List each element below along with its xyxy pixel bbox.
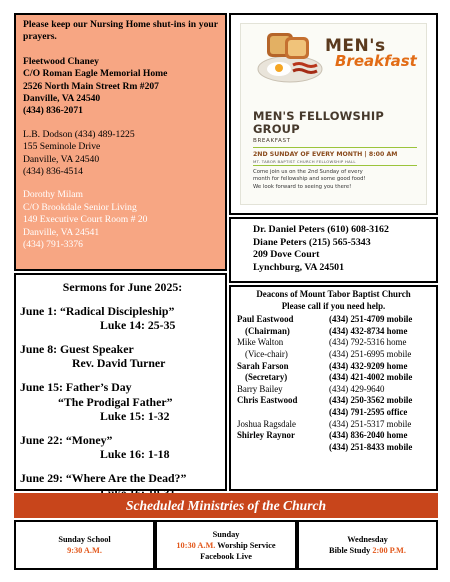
- deacon-name: Shirley Raynor: [237, 430, 295, 441]
- deacon-phone: (434) 251-6995 mobile: [329, 348, 412, 359]
- sermon-date-title: June 8: Guest Speaker: [20, 341, 134, 356]
- deacons-title: Deacons of Mount Tabor Baptist Church: [256, 289, 411, 299]
- deacon-name: Paul Eastwood: [237, 314, 294, 325]
- prayer-line: Fleetwood Chaney: [23, 55, 99, 67]
- deacon-phone: (434) 251-4709 mobile: [329, 314, 413, 325]
- pastor-line: Diane Peters (215) 565-5343: [253, 236, 371, 248]
- pastor-contact-box: [229, 217, 438, 283]
- flyer-card: [240, 23, 427, 205]
- flyer-logo-line2: Breakfast: [335, 52, 417, 70]
- deacon-role: (Secretary): [245, 372, 288, 383]
- sermon-item: [20, 304, 225, 333]
- breakfast-plate-icon: [255, 29, 325, 89]
- deacons-subtitle: Please call if you need help.: [281, 300, 386, 311]
- deacon-name: Mike Walton: [237, 337, 284, 348]
- ministries-banner: Scheduled Ministries of the Church: [14, 493, 438, 518]
- deacon-phone: (434) 836-2040 home: [329, 430, 408, 441]
- deacon-phone: (434) 791-2595 office: [329, 406, 408, 417]
- prayer-line: C/O Brookdale Senior Living: [23, 201, 137, 213]
- deacon-row: [237, 326, 430, 338]
- worship-service-box: [155, 520, 297, 570]
- prayer-line: Danville, VA 24540: [23, 153, 100, 165]
- flyer-invite: [253, 169, 423, 191]
- mens-breakfast-flyer: [229, 13, 438, 215]
- bible-study-label: Bible Study: [329, 546, 373, 555]
- worship-facebook: Facebook Live: [200, 551, 252, 561]
- flyer-title-line2: GROUP: [253, 122, 300, 136]
- deacon-name: Barry Bailey: [237, 383, 283, 394]
- flyer-invite-line: month for fellowship and some good food!: [253, 176, 366, 183]
- deacon-phone: (434) 432-9209 home: [329, 360, 408, 371]
- flyer-schedule: 2ND SUNDAY OF EVERY MONTH | 8:00 AM: [253, 151, 398, 158]
- sunday-school-label: Sunday School: [58, 535, 111, 544]
- bible-study-line: [299, 545, 436, 556]
- flyer-divider: [253, 147, 417, 148]
- deacon-phone: (434) 251-8433 mobile: [329, 441, 413, 452]
- flyer-divider: [253, 165, 417, 166]
- deacon-phone: (434) 429-9640: [329, 383, 385, 394]
- deacon-row: [237, 314, 430, 326]
- worship-day: Sunday: [212, 529, 240, 539]
- prayer-line: 155 Seminole Drive: [23, 141, 101, 153]
- prayer-line: Dorothy Milam: [23, 189, 83, 201]
- prayer-line: Danville, VA 24540: [23, 93, 101, 105]
- deacon-name: [237, 407, 329, 419]
- deacon-row: [237, 349, 430, 361]
- flyer-title-line1: MEN'S FELLOWSHIP: [253, 109, 384, 123]
- prayer-list-box: [14, 13, 227, 271]
- prayer-line: 2526 North Main Street Rm #207: [23, 80, 159, 92]
- prayer-line: Danville, VA 24541: [23, 226, 100, 238]
- worship-time-line: [157, 540, 295, 551]
- sermon-item: [20, 342, 225, 371]
- sermon-date-title: June 15: Father’s Day: [20, 379, 132, 394]
- flyer-logo-line1: MEN's: [325, 36, 386, 56]
- pastor-line: Lynchburg, VA 24501: [253, 261, 345, 273]
- sermon-item: [20, 380, 225, 424]
- prayer-line: L.B. Dodson (434) 489-1225: [23, 128, 135, 140]
- sermon-date-title: June 22: “Money”: [20, 432, 113, 447]
- deacon-name: Joshua Ragsdale: [237, 418, 296, 429]
- deacon-row: [237, 361, 430, 373]
- deacon-phone: (434) 250-3562 mobile: [329, 395, 413, 406]
- sermon-scripture: Luke 16: 1-18: [100, 447, 170, 462]
- prayer-line: C/O Roman Eagle Memorial Home: [23, 68, 168, 80]
- sermon-scripture: Luke 15: 1-32: [100, 409, 170, 424]
- sermon-date-title: June 1: “Radical Discipleship”: [20, 303, 175, 318]
- deacon-phone: (434) 421-4002 mobile: [329, 372, 413, 383]
- prayer-entry: [23, 129, 218, 179]
- pastor-line: 209 Dove Court: [253, 249, 320, 261]
- sermon-title: “The Prodigal Father”: [58, 394, 173, 409]
- deacons-box: [229, 285, 438, 491]
- prayer-intro: Please keep our Nursing Home shut-ins in your prayers.: [23, 19, 218, 43]
- deacon-name: Sarah Farson: [237, 360, 289, 371]
- flyer-subtitle: BREAKFAST: [253, 138, 291, 144]
- bible-study-box: [297, 520, 438, 570]
- deacon-row: [237, 384, 430, 396]
- deacon-phone: (434) 432-8734 home: [329, 325, 408, 336]
- prayer-line: (434) 836-4514: [23, 166, 83, 178]
- worship-time: 10:30 A.M.: [176, 540, 216, 550]
- deacon-row: [237, 372, 430, 384]
- prayer-line: 149 Executive Court Room # 20: [23, 214, 148, 226]
- prayer-entry: [23, 189, 218, 251]
- sunday-school-box: [14, 520, 155, 570]
- deacon-row: [237, 337, 430, 349]
- deacon-phone: (434) 792-5316 home: [329, 337, 407, 348]
- flyer-title: [253, 110, 384, 136]
- sermon-date-title: June 29: “Where Are the Dead?”: [20, 470, 187, 485]
- sunday-school-time: 9:30 A.M.: [67, 546, 102, 555]
- prayer-line: (434) 836-2071: [23, 105, 83, 117]
- bible-study-time: 2:00 P.M.: [372, 546, 406, 555]
- deacon-phone: (434) 251-5317 mobile: [329, 418, 412, 429]
- sermon-scripture: Luke 14: 25-35: [100, 318, 176, 333]
- deacon-role: (Chairman): [245, 325, 290, 336]
- deacon-name: Chris Eastwood: [237, 395, 298, 406]
- flyer-logo: [325, 36, 417, 70]
- flyer-invite-line: We look forward to seeing you there!: [253, 183, 352, 190]
- sermon-item: [20, 433, 225, 462]
- flyer-location: MT. TABOR BAPTIST CHURCH FELLOWSHIP HALL: [253, 159, 356, 164]
- deacon-row: [237, 442, 430, 454]
- pastor-line: Dr. Daniel Peters (610) 608-3162: [253, 224, 389, 235]
- deacon-row: [237, 430, 430, 442]
- flyer-invite-line: Come join us on the 2nd Sunday of every: [253, 169, 363, 175]
- prayer-entry: [23, 56, 218, 118]
- deacon-row: [237, 407, 430, 419]
- worship-label: Worship Service: [215, 540, 276, 550]
- deacon-role: (Vice-chair): [245, 348, 288, 359]
- bible-study-day: Wednesday: [347, 535, 388, 544]
- sermons-box: [14, 273, 227, 491]
- deacon-row: [237, 395, 430, 407]
- sermons-title: Sermons for June 2025:: [62, 280, 183, 294]
- sermon-speaker: Rev. David Turner: [72, 356, 166, 371]
- prayer-line: (434) 791-3376: [23, 239, 83, 251]
- deacon-name: [237, 442, 329, 454]
- deacon-row: [237, 419, 430, 431]
